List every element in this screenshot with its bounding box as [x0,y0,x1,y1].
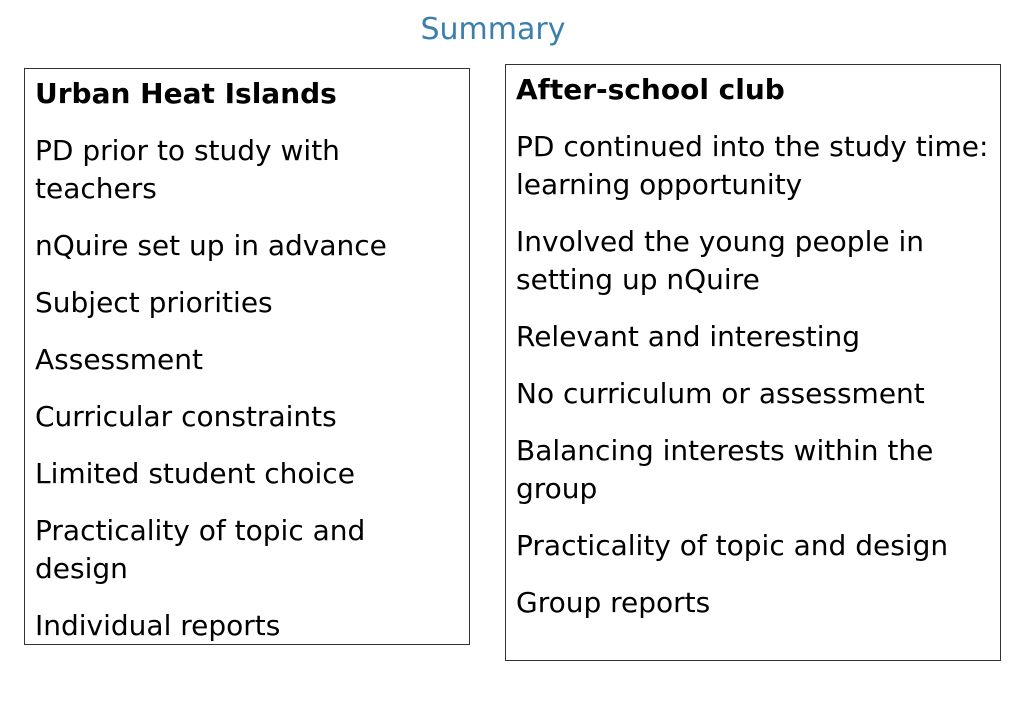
list-item: Group reports [516,586,711,619]
list-item: Subject priorities [35,286,273,319]
urban-heat-islands-box [24,68,470,645]
list-item: Practicality of topic and design [516,529,949,562]
list-item: Involved the young people in setting up nQuire [516,225,925,296]
urban-heat-islands-list [35,132,459,645]
list-item: Curricular constraints [35,400,337,433]
list-item: Individual reports [35,609,281,642]
after-school-club-box [505,64,1001,661]
list-item: Relevant and interesting [516,320,861,353]
list-item: Limited student choice [35,457,355,490]
list-item: PD continued into the study time: learning opportunity [516,130,989,201]
list-item: Assessment [35,343,203,376]
list-item: Practicality of topic and design [35,514,366,585]
list-item: No curriculum or assessment [516,377,925,410]
box-heading: Urban Heat Islands [35,77,337,110]
list-item: Balancing interests within the group [516,434,934,505]
after-school-club-list [516,128,990,622]
list-item: nQuire set up in advance [35,229,387,262]
box-heading: After-school club [516,73,785,106]
list-item: PD prior to study with teachers [35,134,340,205]
page-title: Summary [420,12,566,47]
